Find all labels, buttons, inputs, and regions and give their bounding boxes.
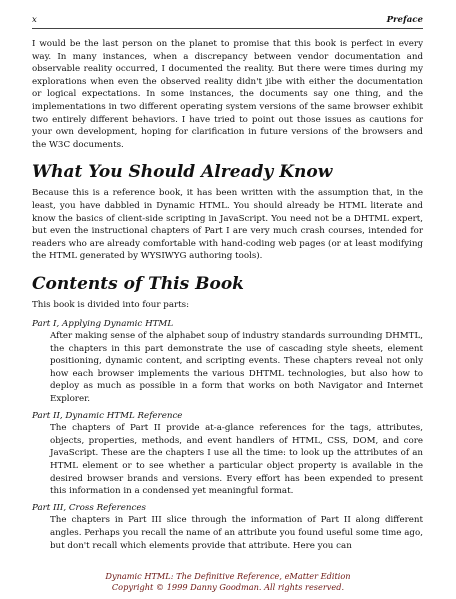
heading-contents: Contents of This Book (32, 273, 244, 294)
footer-copyright: Copyright © 1999 Danny Goodman. All rights reserved. (111, 582, 345, 592)
contents-intro: This book is divided into four parts: (32, 299, 190, 310)
part-title: Part III, Cross References (32, 502, 146, 513)
heading-what-you-should-know: What You Should Already Know (32, 162, 333, 183)
part-description: The chapters in Part III slice through the information of Part II along different angles. Perhaps you recall the name of an attribute you found useful some time ago, but don't recall which elements provide that attribute. Here you can (50, 515, 423, 551)
intro-paragraph: I would be the last person on the planet to promise that this book is perfect in every way. In many instances, when a discrepancy between vendor documentation and observable reality occurred, I documented the reality. But there were times during my explorations when even the observed reality didn't jibe with either the documentation or logical expectations. In some instances, the documents say one thing, and the implementations in two different operating system versions of the same browser exhibit two entirely different behaviors. I have tried to point out those issues as cautions for your own development, hoping for clarification in future versions of the browsers and the W3C documents. (32, 39, 423, 150)
part-description: After making sense of the alphabet soup of industry standards surrounding DHMTL, the chapters in this part demonstrate the use of cascading style sheets, element positioning, dynamic content, and scripting events. These chapters reveal not only how each browser implements the various DHTML technologies, but also how to deploy as much as possible in a form that works on both Navigator and Internet Explorer. (50, 331, 423, 405)
parts-list (32, 318, 423, 553)
part-title: Part I, Applying Dynamic HTML (32, 318, 174, 329)
page-header (32, 14, 423, 29)
page-content (32, 38, 423, 556)
part-title: Part II, Dynamic HTML Reference (32, 410, 183, 421)
footer-book-title: Dynamic HTML: The Definitive Reference, eMatter Edition (105, 571, 351, 581)
section-title: Preface (386, 15, 423, 25)
page-footer (0, 571, 456, 593)
what-you-should-know-paragraph: Because this is a reference book, it has been written with the assumption that, in the least, you have dabbled in Dynamic HTML. You should already be HTML literate and know the basics of client-side scripting in JavaScript. You need not be a DHTML expert, but even the instructional chapters of Part I are very much crash courses, intended for readers who are already comfortable with hand-coding web pages (or at least modifying the HTML generated by WYSIWYG authoring tools). (32, 188, 423, 262)
page-number: x (32, 15, 37, 25)
part-description: The chapters of Part II provide at-a-glance references for the tags, attributes, objects, properties, methods, and event handlers of HTML, CSS, DOM, and core JavaScript. These are the chapters I use all the time: to look up the attributes of an HTML element or to see whether a particular object property is available in the desired browser brands and versions. Every effort has been expended to present this information in a condensed yet meaningful format. (50, 423, 423, 497)
